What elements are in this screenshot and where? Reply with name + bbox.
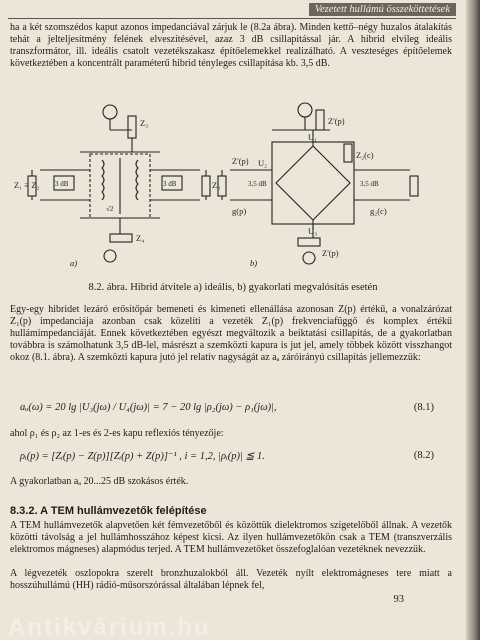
label-u1: U₁ (308, 132, 318, 142)
intro-paragraph: ha a két szomszédos kaput azonos impedanciával zárjuk le (8.2a ábra). Minden kettő–négy huzalos átalakítás tehát a jelteljesítmény felének elveszítésével, azaz 3 dB csillapítással jár. A hibrid elvileg ideális transzformátor, ill. ideális csatolt vezetékszakasz építőelemekkel realizálható. A veszteséges építőelemek következtében a koncentrált paraméterű hibrid tényleges csillapítása kb. 3,5 dB. (10, 22, 452, 69)
label-z1z2: Z₁ ≡ Z₂ (14, 180, 40, 190)
label-g-left: g(p) (232, 206, 247, 216)
formula-8-2 (20, 450, 456, 462)
label-g-right: g₂(c) (370, 206, 387, 216)
running-header-title: Vezetett hullámú összeköttetések (309, 3, 456, 16)
sublabel-a: a) (70, 258, 78, 268)
section-heading: 8.3.2. A TEM hullámvezetők felépítése (10, 505, 207, 517)
running-header (0, 0, 466, 20)
impedance-z3-top-left (128, 116, 136, 138)
bridge-diamond (276, 146, 350, 220)
watermark: Antikvárium.hu (8, 614, 211, 640)
label-right-z2: Z₂(c) (356, 150, 374, 160)
bottom-source-left (104, 250, 116, 262)
formula-8-2-number: (8.2) (413, 450, 434, 461)
impedance-z2-right (344, 144, 352, 162)
label-z3-right: Z₃ (212, 180, 221, 190)
header-rule (8, 18, 456, 19)
top-source-right (298, 103, 312, 117)
label-right-ztop: Z'(p) (328, 116, 345, 126)
label-z4: Z₄ (136, 233, 145, 243)
bottom-source-right (303, 252, 315, 264)
impedance-right-right (410, 176, 418, 196)
formula-8-1-text: aᵤ(ω) = 20 lg |U₃(jω) / U₄(jω)| = 7 − 20 lg |ρ₂(jω) − ρ₁(jω)|, (20, 402, 277, 413)
paragraph-4: A gyakorlatban aₐ 20...25 dB szokásos érték. (10, 476, 189, 487)
sublabel-b: b) (250, 258, 258, 268)
paragraph-2: Egy-egy hibridet lezáró erősítőpár bemeneti és kimeneti ellenállása azonosan Z(p) értékű, a vonalzárózat Z₁(p) impedanciája azonban csak közelíti a vezeték Z₁(p) frekvenciafüggő és komplex értékű hullámimpedanciáját. Ennek következtében egyészt megváltozik a beiktatási csillapítás, de a gyakorlatban továbbra is számolhatunk 3,5 dB-lel, másrészt a szemközti kapura is jut jel, amely többek között visszhangot okoz (8.1. ábra). A szemközti kapura jutó jel relatív nagyságát az aₐ záróirányú csillapítás jellemezzük: (10, 304, 452, 363)
top-source-left (103, 105, 117, 119)
impedance-bottom-right (298, 238, 320, 246)
paragraph-3: ahol ρ₁ és ρ₂ az 1-es és 2-es kapu reflexiós tényezője: (10, 428, 224, 439)
label-35db-right: 3,5 dB (360, 180, 379, 188)
impedance-z3-right-left (202, 176, 210, 196)
label-z3-top: Z₃ (140, 118, 149, 128)
label-u3: U₃ (308, 226, 318, 236)
page-number: 93 (393, 594, 404, 605)
label-3db-right: 3 dB (163, 180, 177, 188)
book-spine-shadow (466, 0, 480, 640)
label-sqrt2: √2 (106, 205, 114, 213)
label-35db-left: 3,5 dB (248, 180, 267, 188)
bridge-frame (272, 142, 354, 224)
paragraph-5: A TEM hullámvezetők alapvetően két fémvezetőből és közöttük dielektromos szigetelőből állnak. A vezetők közötti távolság a jel hullámhosszához képest kicsi. Az ilyen hullámvezetőkön csak a TEM (transzverzális elektromos mágneses) alapmódus terjed. A TEM hullámvezetőket összefoglalóan vezetéknek nevezzük. (10, 520, 452, 555)
formula-8-1-number: (8.1) (413, 402, 434, 413)
label-right-zbottom: Z'(p) (322, 248, 339, 258)
label-right-zleft: Z'(p) (232, 156, 249, 166)
impedance-top-right (316, 110, 324, 130)
impedance-z4-bottom-left (110, 234, 132, 242)
hybrid-circuit-diagrams (10, 96, 450, 272)
figure-8-2 (10, 96, 450, 272)
figure-caption: 8.2. ábra. Hibrid átvitele a) ideális, b) gyakorlati megvalósítás esetén (88, 282, 378, 293)
label-u2: U₂ (258, 158, 268, 168)
paragraph-6: A légvezeték oszlopokra szerelt bronzhuzalokból áll. Vezeték nyílt elektromágneses tere miatt a hosszúhullámú (HH) rádió-műsorszórással általában lépnek fel, (10, 568, 452, 591)
label-3db-left: 3 dB (55, 180, 69, 188)
formula-8-2-text: ρᵢ(p) = [Zᵢ(p) − Z(p)][Zᵢ(p) + Z(p)]⁻¹ , i = 1,2, |ρᵢ(p)| ≦ 1. (20, 451, 265, 462)
formula-8-1 (20, 402, 456, 413)
